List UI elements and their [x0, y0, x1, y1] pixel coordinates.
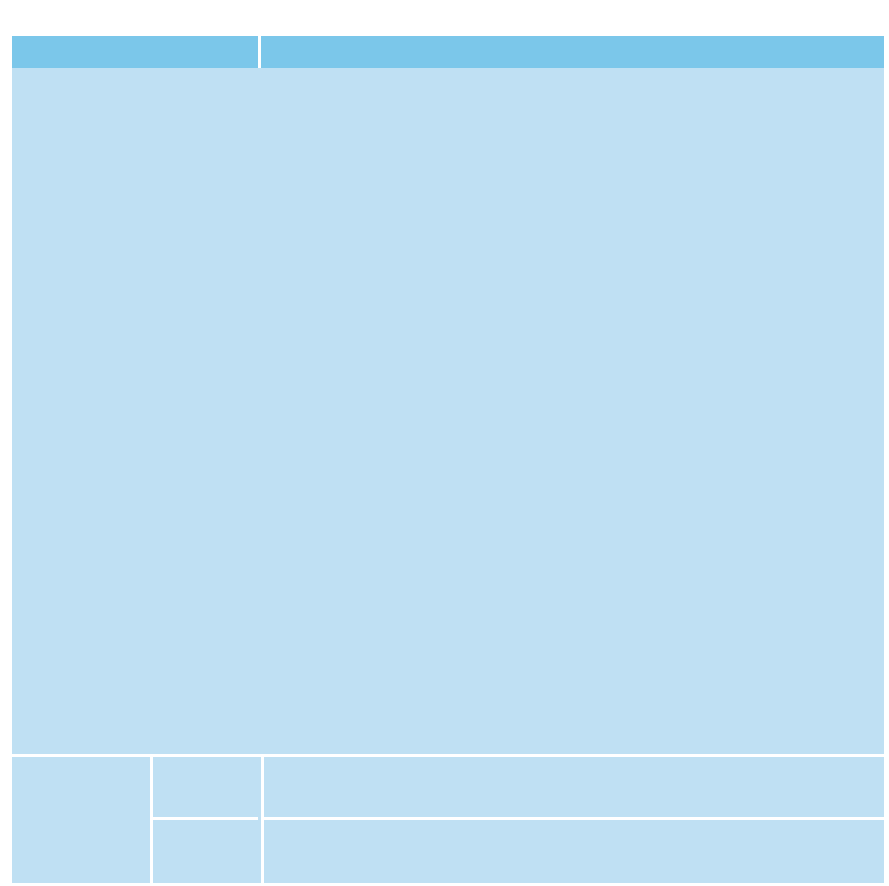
parts-function-table [12, 36, 884, 883]
header-function [261, 36, 884, 68]
group-part-name [12, 757, 150, 883]
group-subparts [150, 757, 258, 883]
subpart-function [261, 757, 884, 817]
subpart-name [153, 820, 258, 886]
subpart-name [153, 757, 258, 817]
table-header [12, 36, 884, 68]
table-row-group [12, 754, 884, 883]
header-parts [12, 36, 258, 68]
table-title [0, 0, 889, 34]
subpart-function [261, 820, 884, 886]
